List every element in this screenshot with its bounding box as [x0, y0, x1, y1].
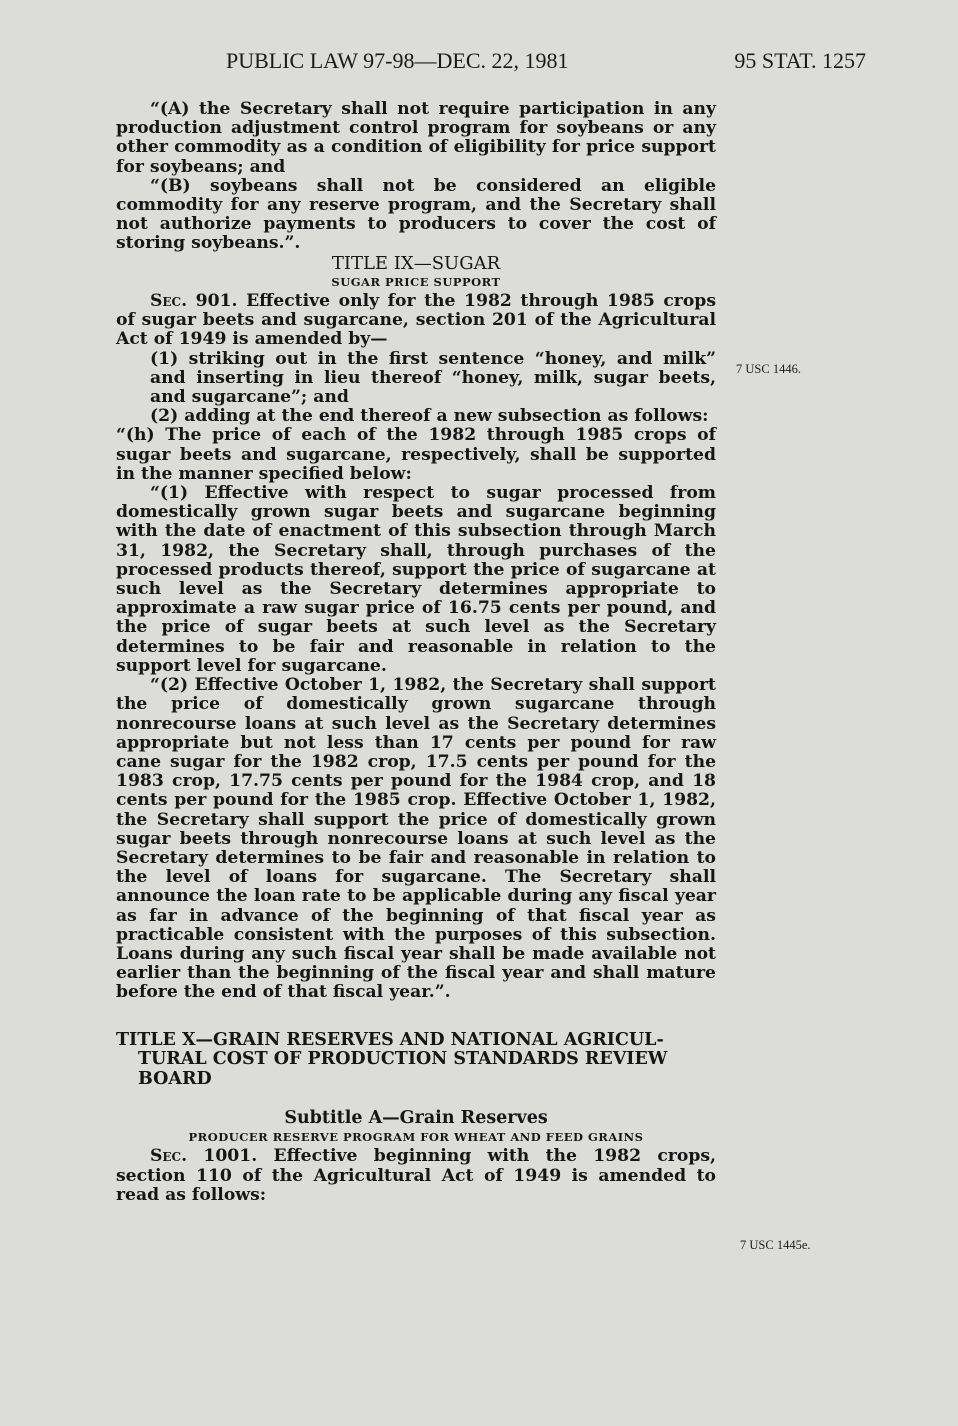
subsection-h: “(h) The price of each of the 1982 through 1985 crops of sugar beets and sugarcane, respectively, shall be supported in the manner specified below: [116, 425, 716, 484]
page-header [226, 48, 866, 82]
producer-reserve-heading: PRODUCER RESERVE PROGRAM FOR WHEAT AND FEED GRAINS [188, 1130, 644, 1145]
sec-901-intro [116, 292, 716, 350]
paragraph-a: “(A) the Secretary shall not require participation in any production adjustment control program for soybeans or any other commodity as a condition of eligibility for price support for soybeans; and [116, 99, 716, 177]
title-x-line-2: TURAL COST OF PRODUCTION STANDARDS REVIEW [138, 1049, 668, 1070]
title-ix-subheading: SUGAR PRICE SUPPORT [331, 274, 501, 289]
margin-note-7-usc-1446: 7 USC 1446. [736, 362, 801, 376]
document-body [116, 100, 716, 1205]
title-x-line-3: BOARD [138, 1068, 212, 1089]
sec-901-label: Sec. 901. [150, 291, 238, 312]
title-ix-heading: TITLE IX—SUGAR [331, 252, 501, 274]
sec-1001-text: Effective beginning with the 1982 crops, section 110 of the Agricultural Act of 1949 is amended to read as follows: [116, 1146, 716, 1205]
margin-note-7-usc-1445e: 7 USC 1445e. [740, 1238, 811, 1252]
title-x-heading [116, 1031, 716, 1090]
subtitle-a: Subtitle A—Grain Reserves [284, 1108, 548, 1129]
sec-901-item-2: (2) adding at the end thereof a new subsection as follows: [150, 406, 709, 427]
subsection-h-1: “(1) Effective with respect to sugar processed from domestically grown sugar beets and sugarcane beginning with the date of enactment of this subsection through March 31, 1982, the Secretary shall, through purchases of the processed products thereof, support the price of sugarcane at such level as the Secretary determines appropriate to approximate a raw sugar price of 16.75 cents per pound, and the price of sugar beets at such level as the Secretary determines to be fair and reasonable in relation to the support level for sugarcane. [116, 483, 716, 676]
header-stat-page: 95 STAT. 1257 [734, 48, 866, 73]
paragraph-b: “(B) soybeans shall not be considered an eligible commodity for any reserve program, and the Secretary shall not authorize payments to producers to cover the cost of storing soybeans.”. [116, 175, 716, 254]
sec-901-item-1: (1) striking out in the first sentence “honey, and milk” and inserting in lieu thereof “honey, milk, sugar beets, and sugarcane”; and [150, 348, 716, 408]
title-x-line-1: TITLE X—GRAIN RESERVES AND NATIONAL AGRICUL- [116, 1029, 664, 1050]
header-title: PUBLIC LAW 97-98—DEC. 22, 1981 [226, 48, 569, 73]
subsection-h-2: “(2) Effective October 1, 1982, the Secretary shall support the price of domestically grown sugarcane through nonrecourse loans at such level as the Secretary determines appropriate but not less than 17 cents per pound for raw cane sugar for the 1982 crop, 17.5 cents per pound for the 1983 crop, 17.75 cents per pound for the 1984 crop, and 18 cents per pound for the 1985 crop. Effective October 1, 1982, the Secretary shall support the price of domestically grown sugar beets through nonrecourse loans at such level as the Secretary determines to be fair and reasonable in relation to the level of loans for sugarcane. The Secretary shall announce the loan rate to be applicable during any fiscal year as far in advance of the beginning of that fiscal year as practicable consistent with the purposes of this subsection. Loans during any such fiscal year shall be made available not earlier than the beginning of the fiscal year and shall mature before the end of that fiscal year.”. [116, 675, 716, 1003]
sec-1001 [116, 1147, 716, 1205]
sec-901-text: Effective only for the 1982 through 1985 crops of sugar beets and sugarcane, section 201 of the Agricultural Act of 1949 is amended by— [116, 291, 717, 350]
sec-1001-label: Sec. 1001. [150, 1146, 258, 1167]
